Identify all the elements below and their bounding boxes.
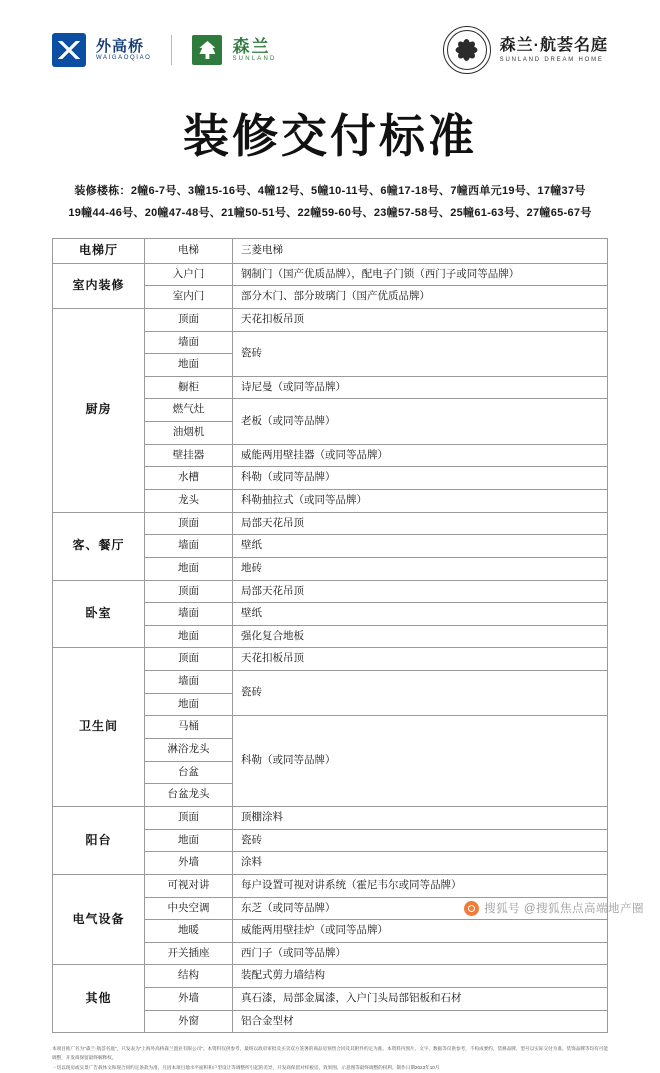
- row-subitem: 开关插座: [145, 942, 233, 965]
- page-title: 装修交付标准: [183, 109, 477, 163]
- row-value: 部分木门、部分玻璃门（国产优质品牌）: [233, 286, 608, 309]
- project-name-cn: 森兰·航荟名庭: [499, 36, 608, 54]
- row-value: 每户设置可视对讲系统（霍尼韦尔或同等品牌）: [233, 874, 608, 897]
- row-value: 壁纸: [233, 535, 608, 558]
- row-category: 阳台: [53, 806, 145, 874]
- row-subitem: 台盆龙头: [145, 784, 233, 807]
- row-subitem: 顶面: [145, 512, 233, 535]
- row-category: 卧室: [53, 580, 145, 648]
- waigaoqiao-name-cn: 外高桥: [96, 37, 145, 55]
- row-subitem: 墙面: [145, 603, 233, 626]
- row-value: 三菱电梯: [233, 239, 608, 264]
- row-value: 天花扣板吊顶: [233, 648, 608, 671]
- table-row: [53, 965, 608, 988]
- row-value: 天花扣板吊顶: [233, 308, 608, 331]
- row-subitem: 中央空调: [145, 897, 233, 920]
- building-list-line-2: 19幢44-46号、20幢47-48号、21幢50-51号、22幢59-60号、23幢57-58号、25幢61-63号、27幢65-67号: [68, 207, 592, 219]
- table-row: [53, 648, 608, 671]
- row-category: 其他: [53, 965, 145, 1033]
- row-subitem: 地面: [145, 829, 233, 852]
- row-category: 室内装修: [53, 263, 145, 308]
- row-subitem: 结构: [145, 965, 233, 988]
- row-subitem: 燃气灶: [145, 399, 233, 422]
- souhu-badge-icon: [464, 901, 479, 916]
- building-list-line-1: 装修楼栋：2幢6-7号、3幢15-16号、4幢12号、5幢10-11号、6幢17-18号、7幢西单元19号、17幢37号: [74, 185, 586, 197]
- row-subitem: 淋浴龙头: [145, 739, 233, 762]
- row-subitem: 地面: [145, 693, 233, 716]
- row-value: 真石漆，局部金属漆，入户门头局部铝板和石材: [233, 988, 608, 1011]
- row-subitem: 入户门: [145, 263, 233, 286]
- table-row: [53, 806, 608, 829]
- row-subitem: 顶面: [145, 580, 233, 603]
- row-subitem: 可视对讲: [145, 874, 233, 897]
- row-subitem: 顶面: [145, 308, 233, 331]
- row-value: 涂料: [233, 852, 608, 875]
- row-subitem: 电梯: [145, 239, 233, 264]
- row-value: 局部天花吊顶: [233, 580, 608, 603]
- row-value: 诗尼曼（或同等品牌）: [233, 376, 608, 399]
- footnote-line-2: 一切以现房或实景广告载体文和现合同约定条款为准，凡因本项目地水平面积和户型设计等调整所引起的差异，开发商保留对样板房、效果图、示意图等最终调整的权利。制作日期2023年10月: [52, 1065, 440, 1071]
- row-value: 瓷砖: [233, 331, 608, 376]
- row-subitem: 外窗: [145, 1010, 233, 1033]
- row-subitem: 墙面: [145, 535, 233, 558]
- table-row: [53, 263, 608, 286]
- row-category: 电梯厅: [53, 239, 145, 264]
- row-subitem: 壁挂器: [145, 444, 233, 467]
- row-subitem: 油烟机: [145, 422, 233, 445]
- row-subitem: 墙面: [145, 331, 233, 354]
- row-subitem: 顶面: [145, 806, 233, 829]
- table-row: [53, 239, 608, 264]
- table-row: [53, 874, 608, 897]
- seal-flower-shape: [456, 39, 478, 61]
- row-value: 铝合金型材: [233, 1010, 608, 1033]
- brand-logo-right: [443, 26, 608, 74]
- watermark: [464, 900, 644, 916]
- row-value: 科勒（或同等品牌）: [233, 467, 608, 490]
- row-value: 老板（或同等品牌）: [233, 399, 608, 444]
- row-subitem: 龙头: [145, 490, 233, 513]
- row-value: 钢制门（国产优质品牌），配电子门锁（西门子或同等品牌）: [233, 263, 608, 286]
- row-subitem: 马桶: [145, 716, 233, 739]
- row-subitem: 地面: [145, 625, 233, 648]
- row-subitem: 水槽: [145, 467, 233, 490]
- logo-divider: [171, 35, 172, 65]
- row-subitem: 地面: [145, 354, 233, 377]
- row-category: 电气设备: [53, 874, 145, 965]
- waigaoqiao-name-en: WAIGAOQIAO: [96, 54, 152, 61]
- row-subitem: 外墙: [145, 988, 233, 1011]
- row-value: 壁纸: [233, 603, 608, 626]
- watermark-text: 搜狐号 @搜狐焦点高端地产圈: [484, 903, 644, 915]
- row-value: 瓷砖: [233, 671, 608, 716]
- brand-logos-left: [52, 33, 277, 67]
- row-category: 客、餐厅: [53, 512, 145, 580]
- sunland-logo-text: [232, 38, 276, 62]
- row-value: 威能两用壁挂炉（或同等品牌）: [233, 920, 608, 943]
- row-value: 东芝（或同等品牌）: [233, 897, 608, 920]
- row-subitem: 墙面: [145, 671, 233, 694]
- project-logo-text: [500, 37, 608, 63]
- row-subitem: 顶面: [145, 648, 233, 671]
- table-row: [53, 512, 608, 535]
- row-subitem: 地暖: [145, 920, 233, 943]
- row-value: 装配式剪力墙结构: [233, 965, 608, 988]
- row-value: 地砖: [233, 557, 608, 580]
- waigaoqiao-logo-text: [96, 39, 151, 61]
- table-row: [53, 308, 608, 331]
- row-value: 顶棚涂料: [233, 806, 608, 829]
- row-subitem: 台盆: [145, 761, 233, 784]
- row-category: 厨房: [53, 308, 145, 512]
- sunland-seal-icon: [443, 26, 491, 74]
- row-value: 局部天花吊顶: [233, 512, 608, 535]
- row-subitem: 室内门: [145, 286, 233, 309]
- footnote-line-1: 本项目推广名为"森兰·航荟名庭"，只发表为"上海外高桥森兰置业有限公司"。本资料仅供参考，最终以政府审批及买卖双方签署的商品房预售合同及其附件约定为准。本资料内图片、文字、数据等仅供参考，不构成要约，装修品牌、型号以实际交付为准。装饰品牌等均有可能调整，开发商保留最终解释权。: [52, 1046, 608, 1060]
- row-value: 威能两用壁挂器（或同等品牌）: [233, 444, 608, 467]
- row-subitem: 橱柜: [145, 376, 233, 399]
- waigaoqiao-logo-icon: [52, 33, 86, 67]
- project-name-en: SUNLAND DREAM HOME: [499, 56, 604, 63]
- row-subitem: 地面: [145, 557, 233, 580]
- document-header: [0, 0, 660, 74]
- row-subitem: 外墙: [145, 852, 233, 875]
- sunland-name-en: SUNLAND: [232, 55, 277, 62]
- table-row: [53, 580, 608, 603]
- row-value: 科勒（或同等品牌）: [233, 716, 608, 807]
- row-value: 西门子（或同等品牌）: [233, 942, 608, 965]
- row-category: 卫生间: [53, 648, 145, 806]
- row-value: 科勒抽拉式（或同等品牌）: [233, 490, 608, 513]
- sunland-name-cn: 森兰: [232, 36, 271, 56]
- sunland-logo-icon: [192, 35, 222, 65]
- footnote-block: [52, 1045, 608, 1072]
- row-value: 瓷砖: [233, 829, 608, 852]
- row-value: 强化复合地板: [233, 625, 608, 648]
